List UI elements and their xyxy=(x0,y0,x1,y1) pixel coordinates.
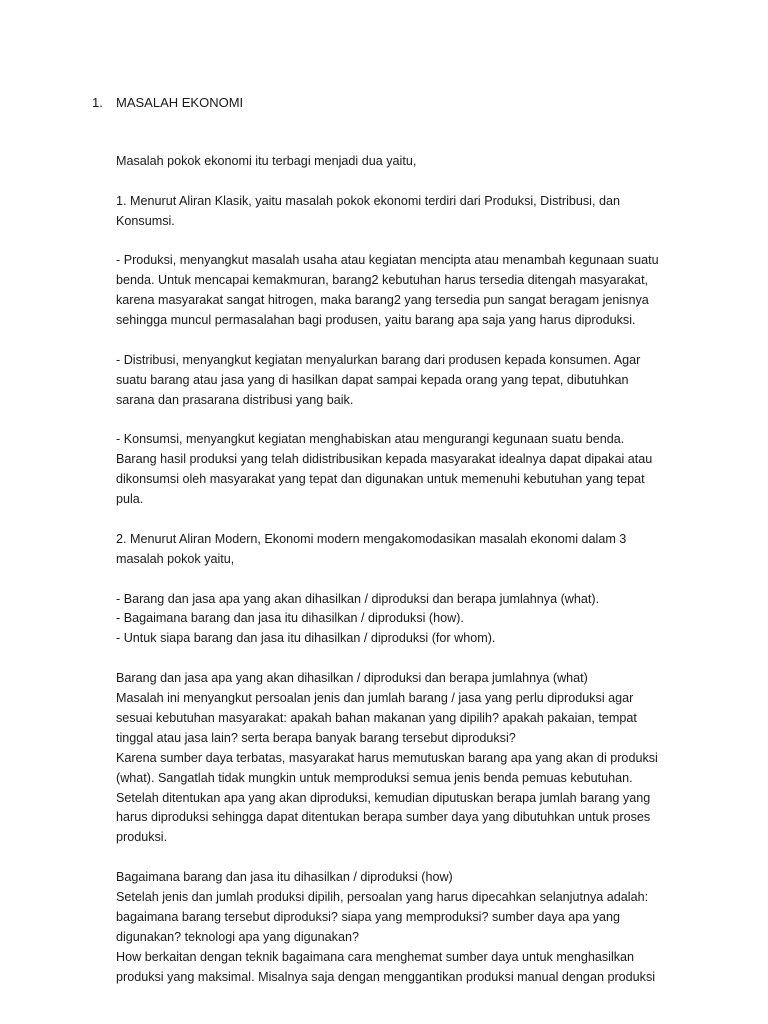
text-line: digunakan? teknologi apa yang digunakan? xyxy=(116,929,359,944)
text-line: - Konsumsi, menyangkut kegiatan menghabiskan atau mengurangi kegunaan suatu benda. xyxy=(116,432,625,447)
text-line: Bagaimana barang dan jasa itu dihasilkan / diproduksi (how) xyxy=(116,870,453,885)
text-line: bagaimana barang tersebut diproduksi? siapa yang memproduksi? sumber daya apa yang xyxy=(116,909,621,924)
text-line: masalah pokok yaitu, xyxy=(116,551,235,566)
text-line: tinggal atau jasa lain? serta berapa banyak barang tersebut diproduksi? xyxy=(116,730,516,745)
text-line: Barang dan jasa apa yang akan dihasilkan / diproduksi dan berapa jumlahnya (what) xyxy=(116,671,588,686)
text-line: sehingga muncul permasalahan bagi produsen, yaitu barang apa saja yang harus diproduksi. xyxy=(116,313,636,328)
text-line: (what). Sangatlah tidak mungkin untuk memproduksi semua jenis benda pemuas kebutuhan. xyxy=(116,770,633,785)
text-line: Konsumsi. xyxy=(116,213,175,228)
document-body xyxy=(116,152,696,987)
section-number: 1. xyxy=(92,95,103,110)
text-line: - Distribusi, menyangkut kegiatan menyalurkan barang dari produsen kepada konsumen. Agar xyxy=(116,352,641,367)
text-line: - Bagaimana barang dan jasa itu dihasilkan / diproduksi (how). xyxy=(116,611,464,626)
paragraph-gap xyxy=(116,172,696,192)
text-line: Karena sumber daya terbatas, masyarakat harus memutuskan barang apa yang akan di produksi xyxy=(116,750,658,765)
text-line: Masalah ini menyangkut persoalan jenis dan jumlah barang / jasa yang perlu diproduksi agar xyxy=(116,691,634,706)
section-title: MASALAH EKONOMI xyxy=(116,95,244,110)
text-line: sesuai kebutuhan masyarakat: apakah bahan makanan yang dipilih? apakah pakaian, tempat xyxy=(116,710,637,725)
text-line: - Untuk siapa barang dan jasa itu dihasilkan / diproduksi (for whom). xyxy=(116,631,496,646)
text-line: suatu barang atau jasa yang di hasilkan dapat sampai kepada orang yang tepat, dibutuhkan xyxy=(116,372,629,387)
paragraph-gap xyxy=(116,848,696,868)
text-line: produksi yang maksimal. Misalnya saja dengan menggantikan produksi manual dengan produksi xyxy=(116,969,656,984)
text-line: Setelah ditentukan apa yang akan diproduksi, kemudian diputuskan berapa jumlah barang yang xyxy=(116,790,651,805)
paragraph-gap xyxy=(116,570,696,590)
text-line: Masalah pokok ekonomi itu terbagi menjadi dua yaitu, xyxy=(116,154,417,168)
text-line: - Barang dan jasa apa yang akan dihasilkan / diproduksi dan berapa jumlahnya (what). xyxy=(116,591,600,606)
text-line: 2. Menurut Aliran Modern, Ekonomi modern mengakomodasikan masalah ekonomi dalam 3 xyxy=(116,531,627,546)
paragraph-gap xyxy=(116,411,696,431)
text-line: karena masyarakat sangat hitrogen, maka barang2 yang tersedia pun sangat beragam jenisnya xyxy=(116,293,649,308)
section-heading xyxy=(92,93,243,113)
text-line: sarana dan prasarana distribusi yang baik. xyxy=(116,392,354,407)
text-line: Barang hasil produksi yang telah didistribusikan kepada masyarakat idealnya dapat dipakai atau xyxy=(116,452,653,467)
text-line: Setelah jenis dan jumlah produksi dipilih, persoalan yang harus dipecahkan selanjutnya adalah: xyxy=(116,889,649,904)
text-line: 1. Menurut Aliran Klasik, yaitu masalah pokok ekonomi terdiri dari Produksi, Distribusi, dan xyxy=(116,193,620,208)
text-line: benda. Untuk mencapai kemakmuran, barang2 kebutuhan harus tersedia ditengah masyarakat, xyxy=(116,273,649,288)
paragraph-gap xyxy=(116,331,696,351)
paragraph-gap xyxy=(116,649,696,669)
text-line: How berkaitan dengan teknik bagaimana cara menghemat sumber daya untuk menghasilkan xyxy=(116,949,635,964)
paragraph-gap xyxy=(116,232,696,252)
paragraph-gap xyxy=(116,510,696,530)
text-line: harus diproduksi sehingga dapat ditentukan berapa sumber daya yang dibutuhkan untuk proses xyxy=(116,810,651,825)
text-line: - Produksi, menyangkut masalah usaha atau kegiatan mencipta atau menambah kegunaan suatu xyxy=(116,253,659,268)
text-line: dikonsumsi oleh masyarakat yang tepat dan digunakan untuk memenuhi kebutuhan yang tepat xyxy=(116,472,645,487)
text-line: pula. xyxy=(116,492,144,507)
text-line: produksi. xyxy=(116,830,168,845)
